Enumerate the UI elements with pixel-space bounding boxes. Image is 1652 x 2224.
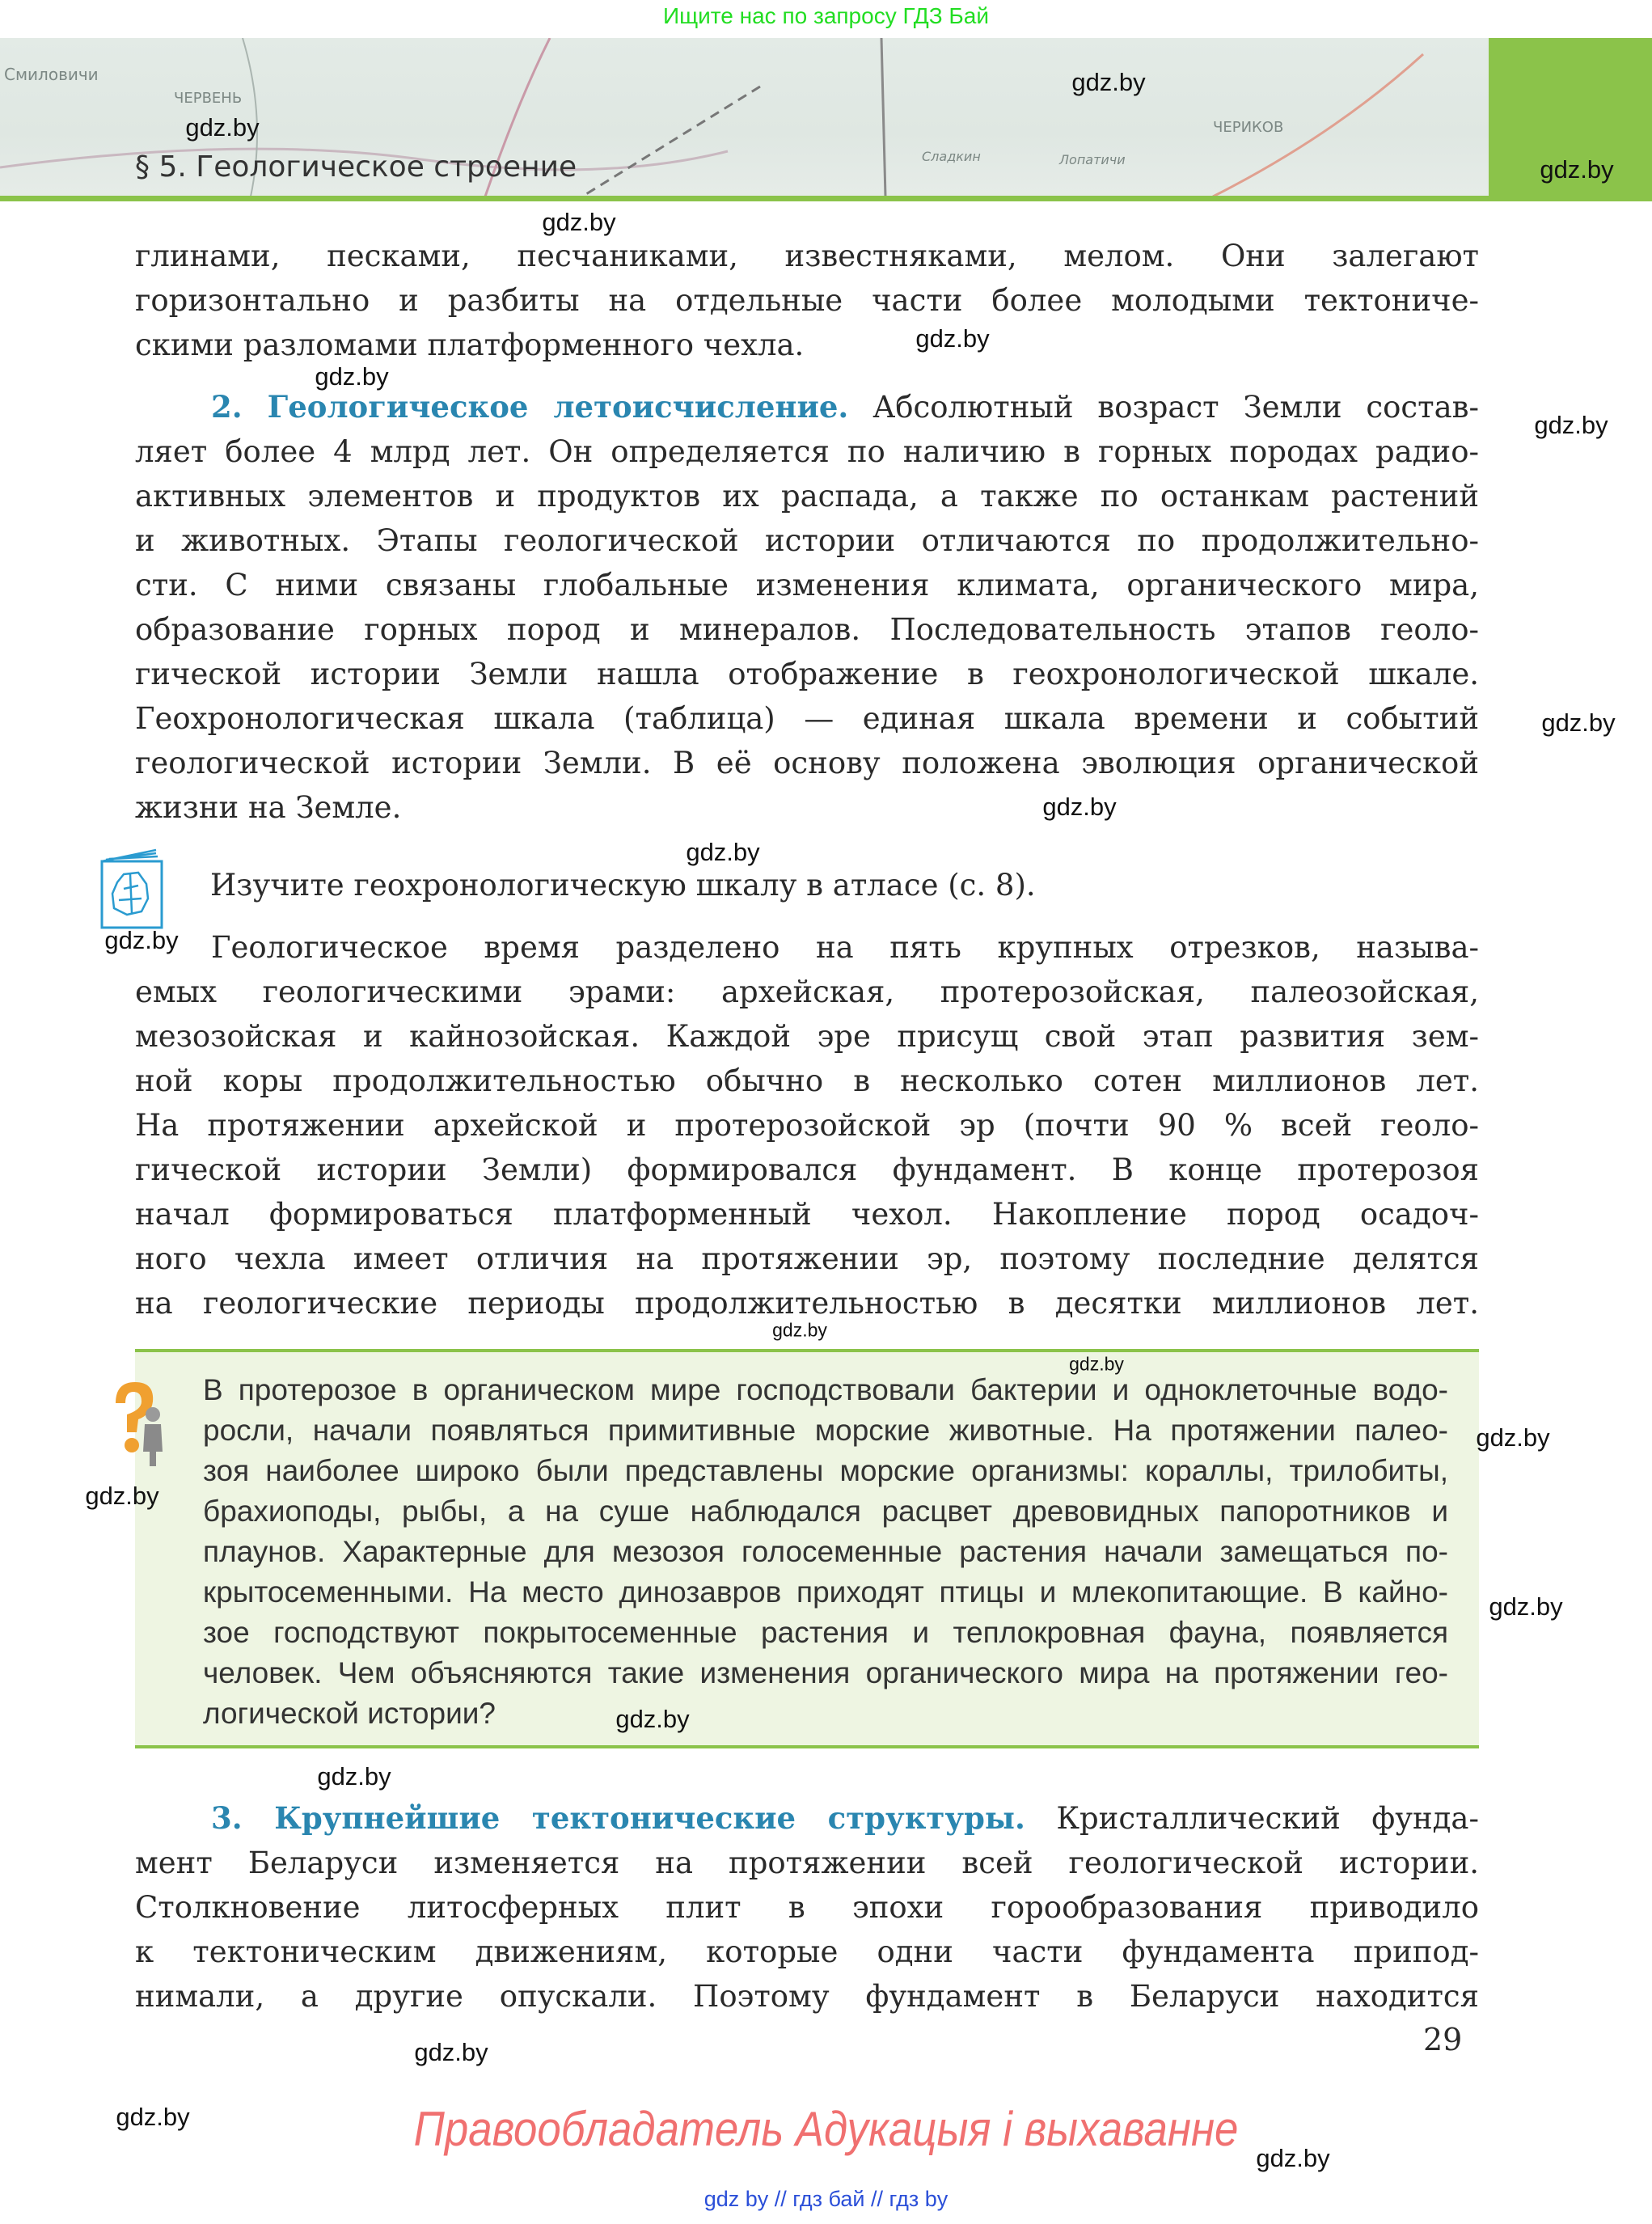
text-line [135,518,1479,563]
text-line [203,1532,1448,1572]
svg-text:Сладкин: Сладкин [922,149,981,164]
watermark: gdz.by [1042,793,1117,821]
text-line [203,1653,1448,1693]
line-text: росли, начали появляться примитивные морские животные. На протяжении палео- [203,1414,1448,1447]
text-line [135,970,1479,1014]
text-line [135,741,1479,785]
text-line [135,607,1479,652]
line-text: активных элементов и продуктов их распада, а также по останкам растений [135,479,1479,514]
watermark: gdz.by [1489,1592,1563,1621]
watermark: gdz.by [185,113,260,142]
line-text: мент Беларуси изменяется на протяжении всей геологической истории. [135,1846,1479,1880]
watermark: gdz.by [116,2103,190,2131]
section-title: § 5. Геологическое строение [135,150,577,184]
line-text: жизни на Земле. [135,790,402,825]
line-text: гической истории Земли) формировался фундамент. В конце протерозоя [135,1152,1479,1187]
line-text: образование горных пород и минералов. Последовательность этапов геоло- [135,612,1479,647]
text-line [135,474,1479,518]
text-line [135,1974,1479,2019]
text-line [203,1451,1448,1491]
watermark: gdz.by [686,838,760,866]
line-text: скими разломами платформенного чехла. [135,328,805,362]
paragraph-4 [135,1796,1479,2019]
line-text: мезозойская и кайнозойская. Каждой эре присущ свой этап развития зем- [135,1019,1479,1054]
line-text: нимали, а другие опускали. Поэтому фундамент в Беларуси находится [135,1979,1479,2014]
line-text: брахиоподы, рыбы, а на суше наблюдался расцвет древовидных папоротников и [203,1495,1448,1528]
text-line [135,652,1479,696]
watermark: gdz.by [1256,2144,1330,2172]
watermark: gdz.by [915,324,990,353]
line-text: Кристаллический фунда- [1056,1801,1479,1836]
page-number: 29 [1423,2022,1463,2057]
text-line [135,1192,1479,1237]
watermark: gdz.by [1069,1353,1124,1375]
watermark: gdz.by [1534,411,1608,439]
text-line [135,1841,1479,1885]
watermark: gdz.by [1476,1423,1550,1452]
section-heading: 2. Геологическое летоисчисление. [211,389,849,425]
watermark: gdz.by [414,2038,488,2066]
text-line [135,925,1479,970]
watermark: gdz.by [615,1705,690,1733]
line-text: начал формироваться платформенный чехол. Накопление пород осадоч- [135,1197,1479,1232]
line-text: сти. С ними связаны глобальные изменения климата, органического мира, [135,568,1479,603]
line-text: логической истории? [203,1697,496,1730]
watermark: gdz.by [104,926,179,954]
line-text: Столкновение литосферных плит в эпохи горообразования приводило [135,1890,1479,1925]
watermark: gdz.by [772,1319,827,1341]
line-text: На протяжении архейской и протерозойской эр (почти 90 % всей геоло- [135,1108,1479,1143]
atlas-book-icon [99,848,166,929]
text-line [135,429,1479,474]
svg-text:Смиловичи: Смиловичи [4,65,99,84]
line-text: ной коры продолжительностью обычно в несколько сотен миллионов лет. [135,1063,1479,1098]
line-text: ного чехла имеет отличия на протяжении эр, поэтому последние делятся [135,1241,1479,1276]
text-line [203,1370,1448,1410]
line-text: и животных. Этапы геологической истории отличаются по продолжительно- [135,523,1479,558]
line-text: на геологические периоды продолжительностью в десятки миллионов лет. [135,1286,1479,1321]
text-line [135,1796,1479,1841]
watermark: gdz.by [85,1482,159,1510]
paragraph-3 [135,925,1479,1326]
atlas-task: Изучите геохронологическую шкалу в атласе (с. 8). [210,868,1036,903]
svg-text:ЧЕРВЕНЬ: ЧЕРВЕНЬ [174,90,243,107]
text-line [203,1693,1448,1734]
watermark: gdz.by [542,208,616,236]
section-heading: 3. Крупнейшие тектонические структуры. [211,1800,1025,1836]
line-text: зое господствуют покрытосеменные растения и теплокровная фауна, появляется [203,1616,1448,1649]
line-text: емых геологическими эрами: архейская, протерозойская, палеозойская, [135,975,1479,1009]
paragraph-2 [135,385,1479,830]
bottom-links[interactable]: gdz by // гдз бай // гдз by [703,2187,949,2211]
svg-text:Лопатичи: Лопатичи [1059,152,1126,167]
text-line [203,1410,1448,1451]
line-text: гической истории Земли нашла отображение в геохронологической шкале. [135,657,1479,691]
text-line [135,234,1479,278]
text-line [135,1930,1479,1974]
watermark: gdz.by [1540,155,1614,184]
line-text: крытосеменными. На место динозавров приходят птицы и млекопитающие. В кайно- [203,1575,1448,1609]
watermark: gdz.by [1071,68,1146,96]
paragraph-1 [135,234,1479,367]
line-text: глинами, песками, песчаниками, известняками, мелом. Они залегают [135,239,1479,273]
text-line [135,278,1479,323]
copyright-notice: Правообладатель Адукацыя і выхаванне [413,2102,1239,2156]
text-line [135,385,1479,429]
text-line [135,696,1479,741]
line-text: геологической истории Земли. В её основу положена эволюция органической [135,746,1479,780]
line-text: плаунов. Характерные для мезозоя голосеменные растения начали замещаться по- [203,1535,1448,1568]
line-text: Абсолютный возраст Земли состав- [872,390,1479,425]
text-line [203,1491,1448,1532]
header-divider [0,196,1652,201]
text-line [135,563,1479,607]
line-text: зоя наиболее широко были представлены морские организмы: кораллы, трилобиты, [203,1454,1448,1487]
watermark: gdz.by [1541,708,1616,737]
text-line [135,785,1479,830]
line-text: горизонтально и разбиты на отдельные части более молодыми тектониче- [135,283,1479,318]
text-line [135,1148,1479,1192]
top-banner[interactable]: Ищите нас по запросу ГДЗ Бай [662,3,990,28]
text-line [203,1572,1448,1613]
line-text: человек. Чем объясняются такие изменения органического мира на протяжении гео- [203,1656,1448,1689]
svg-text:ЧЕРИКОВ: ЧЕРИКОВ [1213,119,1284,136]
text-line [135,1103,1479,1148]
line-text: Геологическое время разделено на пять крупных отрезков, называ- [211,930,1479,965]
line-text: В протерозое в органическом мире господствовали бактерии и одноклеточные водо- [203,1373,1448,1406]
text-line [135,1014,1479,1059]
question-figure-icon [99,1379,169,1469]
watermark: gdz.by [317,1762,391,1791]
line-text: ляет более 4 млрд лет. Он определяется по наличию в горных породах радио- [135,434,1479,469]
text-line [135,1059,1479,1103]
text-line [203,1613,1448,1653]
line-text: к тектоническим движениям, которые одни части фундамента припод- [135,1934,1479,1969]
line-text: Геохронологическая шкала (таблица) — единая шкала времени и событий [135,701,1479,736]
text-line [135,1237,1479,1281]
watermark: gdz.by [315,362,389,391]
text-line [135,323,1479,367]
question-box-text [203,1370,1448,1734]
text-line [135,1885,1479,1930]
